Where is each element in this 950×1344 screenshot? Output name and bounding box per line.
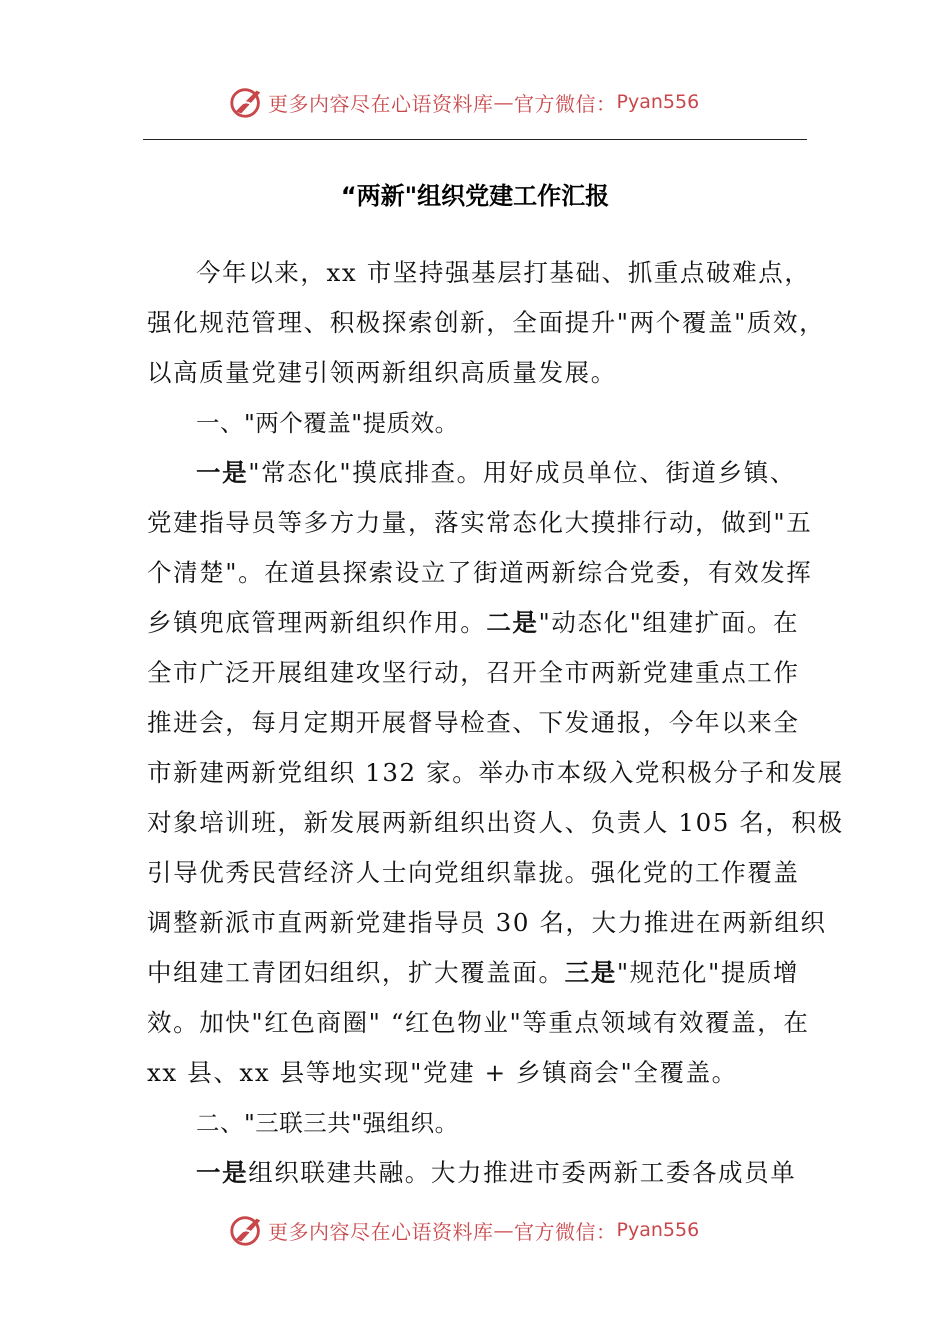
- body-line: [147, 948, 807, 998]
- bold-marker: 三是: [564, 958, 617, 987]
- body-line: 对象培训班，新发展两新组织出资人、负责人 105 名，积极: [147, 808, 844, 837]
- bold-marker: 一是: [196, 458, 249, 487]
- body-line-text: "规范化"提质增: [616, 958, 800, 987]
- section-heading-1: 一、"两个覆盖"提质效。: [196, 409, 459, 437]
- header-wechat-label: 官方微信：: [514, 91, 617, 116]
- page-header: [0, 82, 950, 122]
- body-line-text: "动态化"组建扩面。在: [538, 608, 800, 637]
- header-watermark: [228, 82, 699, 122]
- header-wechat-id: Pyan556: [616, 91, 700, 113]
- body-line: 推进会，每月定期开展督导检查、下发通报，今年以来全: [147, 708, 800, 737]
- pen-logo-icon: [228, 83, 266, 121]
- body-line: 今年以来，xx 市坚持强基层打基础、抓重点破难点，: [196, 258, 811, 287]
- body-line: 个清楚"。在道县探索设立了街道两新综合党委，有效发挥: [147, 558, 813, 587]
- body-line: 引导优秀民营经济人士向党组织靠拢。强化党的工作覆盖: [147, 858, 800, 887]
- footer-watermark: [228, 1210, 699, 1250]
- body-line: [147, 598, 807, 648]
- body-line: xx 县、xx 县等地实现"党建 + 乡镇商会"全覆盖。: [147, 1058, 738, 1087]
- body-line: 党建指导员等多方力量，落实常态化大摸排行动，做到"五: [147, 508, 813, 537]
- footer-brand-text: 更多内容尽在心语资料库: [268, 1219, 494, 1244]
- body-line: 全市广泛开展组建攻坚行动，召开全市两新党建重点工作: [147, 658, 800, 687]
- body-line: 以高质量党建引领两新组织高质量发展。: [147, 358, 617, 387]
- body-line: [147, 1148, 807, 1198]
- footer-wechat-label: 官方微信：: [514, 1219, 617, 1244]
- body-line-text: "常态化"摸底排查。用好成员单位、街道乡镇、: [248, 458, 796, 487]
- bold-marker: 二是: [486, 608, 539, 637]
- document-body: [147, 248, 844, 1198]
- section-heading-2: 二、"三联三共"强组织。: [196, 1109, 459, 1137]
- header-divider: [143, 139, 807, 140]
- body-line-text: 组织联建共融。大力推进市委两新工委各成员单: [248, 1158, 797, 1187]
- body-line: 强化规范管理、积极探索创新，全面提升"两个覆盖"质效，: [147, 308, 826, 337]
- body-line-text: 中组建工青团妇组织，扩大覆盖面。: [147, 958, 565, 987]
- header-brand-text: 更多内容尽在心语资料库: [268, 91, 494, 116]
- body-line: 市新建两新党组织 132 家。举办市本级入党积极分子和发展: [147, 758, 844, 787]
- body-line: 调整新派市直两新党建指导员 30 名，大力推进在两新组织: [147, 908, 827, 937]
- footer-dash: —: [493, 1218, 514, 1242]
- document-title: “两新"组织党建工作汇报: [340, 182, 610, 210]
- pen-logo-icon: [228, 1211, 266, 1249]
- footer-wechat-id: Pyan556: [616, 1219, 700, 1241]
- body-line-text: 乡镇兜底管理两新组织作用。: [147, 608, 487, 637]
- header-dash: —: [493, 90, 514, 114]
- body-line: 效。加快"红色商圈" “红色物业"等重点领域有效覆盖，在: [147, 1008, 810, 1037]
- body-line: [147, 448, 807, 498]
- page-footer: [0, 1210, 950, 1250]
- bold-marker: 一是: [196, 1158, 249, 1187]
